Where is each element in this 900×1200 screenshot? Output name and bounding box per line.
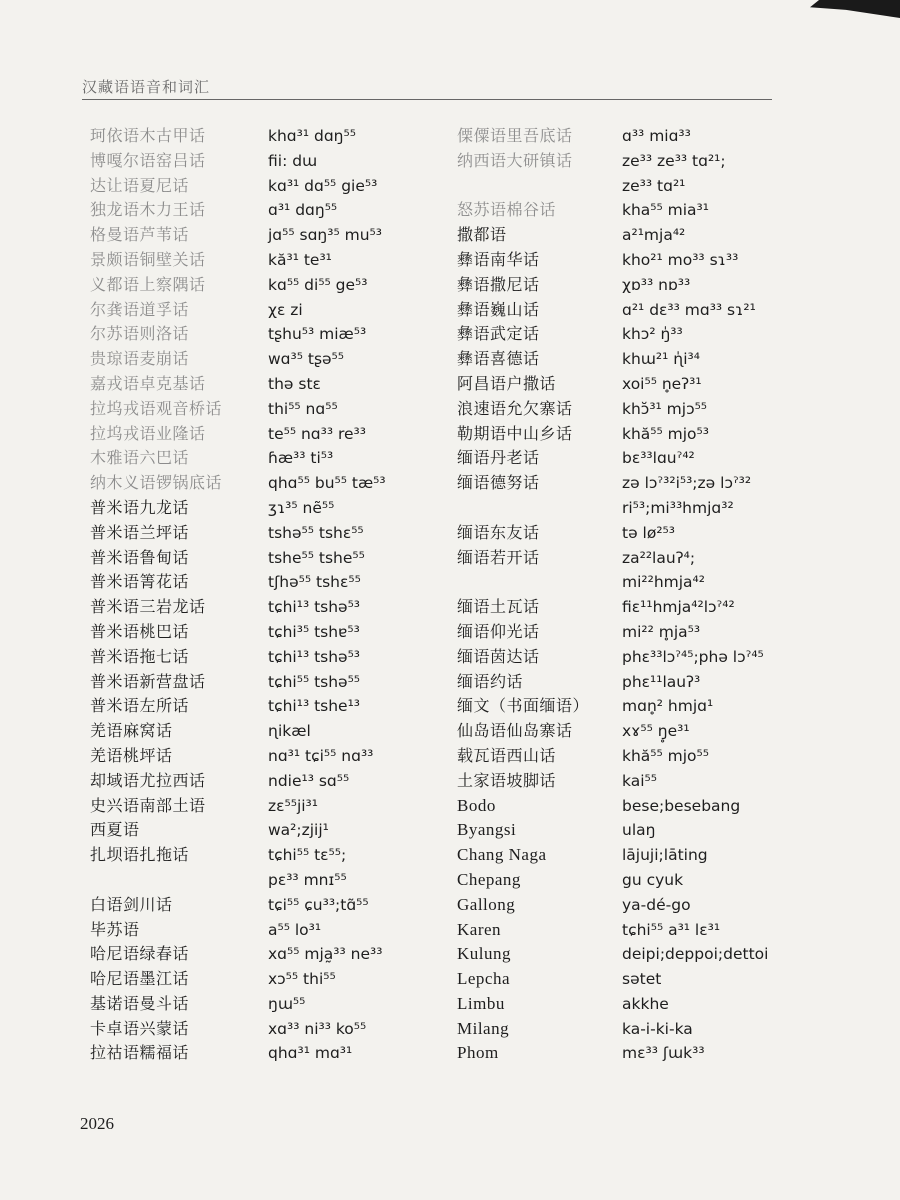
word-form: a²¹mja⁴² (622, 226, 686, 245)
entry-row (90, 893, 420, 918)
word-form: tə lø²⁵³ (622, 523, 675, 542)
entry-row (457, 570, 802, 595)
language-name: 缅语丹老话 (457, 448, 540, 468)
language-name: 却域语尤拉西话 (90, 770, 206, 790)
language-name: 西夏语 (90, 820, 140, 840)
entry-row (90, 868, 420, 893)
entry-row (90, 818, 420, 843)
language-name: 达让语夏尼话 (90, 175, 190, 195)
word-form: ze³³ tɑ²¹ (622, 176, 686, 195)
language-name: 卡卓语兴蒙话 (90, 1018, 190, 1038)
word-form: kɑ³¹ dɑ⁵⁵ gie⁵³ (268, 176, 378, 195)
language-name: 羌语麻窝话 (90, 721, 173, 741)
language-name: 普米语左所话 (90, 696, 190, 716)
entry-row (90, 397, 420, 422)
entry-row (457, 397, 802, 422)
language-name: 尔苏语则洛话 (90, 324, 190, 344)
entry-row (457, 546, 802, 571)
language-name: 怒苏语棉谷话 (457, 200, 557, 220)
entry-row (457, 744, 802, 769)
language-name: 彝语南华话 (457, 249, 540, 269)
word-form: χɛ zi (268, 300, 303, 319)
language-name: 义都语上察隅话 (90, 274, 206, 294)
word-form: tɕhi¹³ tshe¹³ (268, 697, 361, 716)
entry-row (90, 446, 420, 471)
language-name: 哈尼语绿春话 (90, 944, 190, 964)
language-name: 扎坝语扎拖话 (90, 845, 190, 865)
language-name: 阿昌语户撒话 (457, 373, 557, 393)
word-form: gu cyuk (622, 870, 684, 889)
word-form: ze³³ ze³³ tɑ²¹; (622, 151, 726, 170)
language-name: 木雅语六巴话 (90, 448, 190, 468)
entry-row (457, 372, 802, 397)
word-form: tɕhi⁵⁵ a³¹ lɛ³¹ (622, 920, 721, 939)
entry-row (457, 521, 802, 546)
entry-row (457, 918, 802, 943)
word-form: jɑ⁵⁵ sɑŋ³⁵ mu⁵³ (268, 226, 382, 245)
right-column (457, 124, 802, 1066)
word-form: ʒɿ³⁵ nẽ⁵⁵ (268, 498, 335, 517)
language-name: 土家语坡脚话 (457, 770, 557, 790)
entry-row (90, 645, 420, 670)
entry-row (90, 918, 420, 943)
entry-row (90, 298, 420, 323)
language-name: Milang (457, 1018, 510, 1038)
entry-row (90, 1041, 420, 1066)
word-form: a⁵⁵ lo³¹ (268, 920, 322, 939)
entry-row (90, 595, 420, 620)
entry-row (457, 1041, 802, 1066)
language-name: Phom (457, 1043, 499, 1063)
word-form: fii: dɯ (268, 151, 318, 170)
word-form: khă⁵⁵ mjo⁵⁵ (622, 746, 709, 765)
entry-row (90, 124, 420, 149)
entry-row (90, 471, 420, 496)
word-form: tshə⁵⁵ tshɛ⁵⁵ (268, 523, 364, 542)
header-rule (82, 99, 772, 100)
language-name: 普米语新营盘话 (90, 671, 206, 691)
entry-row (90, 496, 420, 521)
word-form: tɕhi³⁵ tshɐ⁵³ (268, 622, 360, 641)
entry-row (457, 769, 802, 794)
language-name: 缅语土瓦话 (457, 597, 540, 617)
entry-row (457, 620, 802, 645)
page-number: 2026 (80, 1114, 114, 1133)
word-form: thi⁵⁵ nɑ⁵⁵ (268, 399, 338, 418)
word-form: kho²¹ mo³³ sɿ³³ (622, 250, 739, 269)
word-form: nɑ³¹ tɕi⁵⁵ nɑ³³ (268, 746, 374, 765)
language-name: 载瓦语西山话 (457, 745, 557, 765)
left-column (90, 124, 420, 1066)
word-form: tɕhi¹³ tshə⁵³ (268, 598, 361, 617)
entry-row (90, 620, 420, 645)
word-form: tɕhi⁵⁵ tshə⁵⁵ (268, 672, 361, 691)
language-name: 浪速语允欠寨话 (457, 398, 573, 418)
entry-row (457, 422, 802, 447)
language-name: 缅语东友话 (457, 522, 540, 542)
word-form: xɔ⁵⁵ thi⁵⁵ (268, 970, 336, 989)
entry-row (457, 471, 802, 496)
language-name: 普米语兰坪话 (90, 522, 190, 542)
word-form: za²²lauʔ⁴; (622, 548, 696, 567)
language-name: 基诺语曼斗话 (90, 993, 190, 1013)
entry-row (90, 174, 420, 199)
language-name: 贵琼语麦崩话 (90, 349, 190, 369)
word-form: qhɑ⁵⁵ bu⁵⁵ tæ⁵³ (268, 474, 386, 493)
entry-row (90, 248, 420, 273)
entry-row (457, 818, 802, 843)
language-name: 尔龚语道孚话 (90, 299, 190, 319)
entry-row (457, 298, 802, 323)
language-name: Bodo (457, 795, 496, 815)
language-name: 白语剑川话 (90, 894, 173, 914)
entry-row (457, 149, 802, 174)
word-form: khɔ² ŋ̍³³ (622, 325, 683, 344)
language-name: Kulung (457, 944, 511, 964)
word-form: tʂhu⁵³ miæ⁵³ (268, 325, 367, 344)
word-form: akkhe (622, 994, 669, 1013)
word-form: mɛ³³ ʃɯk³³ (622, 1044, 705, 1063)
language-name: 普米语九龙话 (90, 497, 190, 517)
language-name: 普米语三岩龙话 (90, 597, 206, 617)
word-form: kha⁵⁵ mia³¹ (622, 201, 709, 220)
entry-row (457, 645, 802, 670)
entry-row (457, 719, 802, 744)
language-name: 缅语若开话 (457, 547, 540, 567)
word-form: zɛ⁵⁵ji³¹ (268, 796, 318, 815)
entry-row (90, 942, 420, 967)
entry-row (457, 198, 802, 223)
word-form: ri⁵³;mi³³hmjɑ³² (622, 498, 734, 517)
language-name: 拉祜语糯福话 (90, 1043, 190, 1063)
page-corner-mark (810, 0, 900, 18)
language-name: 拉坞戎语观音桥话 (90, 398, 223, 418)
entry-row (90, 372, 420, 397)
word-form: χɒ³³ nɒ³³ (622, 275, 691, 294)
entry-row (457, 694, 802, 719)
entry-row (90, 546, 420, 571)
language-name: 普米语拖七话 (90, 646, 190, 666)
word-form: bɛ³³lɑuˀ⁴² (622, 449, 695, 468)
entry-row (90, 769, 420, 794)
word-form: thə stɛ (268, 374, 321, 393)
language-name: 纳西语大研镇话 (457, 150, 573, 170)
word-form: te⁵⁵ nɑ³³ re³³ (268, 424, 366, 443)
entry-row (457, 273, 802, 298)
entry-row (90, 521, 420, 546)
entry-row (90, 794, 420, 819)
word-form: ka-i-ki-ka (622, 1019, 693, 1038)
entry-row (457, 893, 802, 918)
language-name: 彝语武定话 (457, 324, 540, 344)
entry-row (90, 967, 420, 992)
language-name: 彝语巍山话 (457, 299, 540, 319)
entry-row (90, 843, 420, 868)
entry-row (90, 198, 420, 223)
word-form: deipi;deppoi;dettoi (622, 945, 769, 964)
language-name: 格曼语芦苇话 (90, 225, 190, 245)
entry-row (90, 1017, 420, 1042)
language-name: Karen (457, 919, 502, 939)
word-form: ɳikæl (268, 722, 311, 741)
entry-row (457, 942, 802, 967)
entry-row (90, 223, 420, 248)
word-form: fiɛ¹¹hmja⁴²lɔˀ⁴² (622, 598, 735, 617)
word-form: lājuji;lāting (622, 846, 708, 865)
language-name: 缅语茵达话 (457, 646, 540, 666)
entry-row (457, 794, 802, 819)
entry-row (90, 670, 420, 695)
word-form: phɛ¹¹lauʔ³ (622, 672, 701, 691)
language-name: Lepcha (457, 969, 511, 989)
entry-row (457, 347, 802, 372)
language-name: 独龙语木力王话 (90, 200, 206, 220)
word-form: wa²;zjij¹ (268, 821, 329, 840)
language-name: 纳木义语锣锅底话 (90, 473, 223, 493)
word-form: mi²²hmja⁴² (622, 573, 705, 592)
word-form: xoi⁵⁵ n̥eʔ³¹ (622, 374, 702, 393)
language-name: Chepang (457, 869, 521, 889)
language-name: 缅语仰光话 (457, 621, 540, 641)
language-name: 普米语箐花话 (90, 572, 190, 592)
word-form: khɑ³¹ dɑŋ⁵⁵ (268, 127, 356, 145)
entry-row (457, 124, 802, 149)
entry-row (90, 149, 420, 174)
word-form: ulaŋ (622, 821, 656, 840)
entry-row (90, 570, 420, 595)
entry-row (457, 595, 802, 620)
entry-row (457, 223, 802, 248)
word-form: khɯ²¹ ɳ̍i³⁴ (622, 350, 700, 369)
entry-row (457, 446, 802, 471)
language-name: Byangsi (457, 820, 517, 840)
language-name: 毕苏语 (90, 919, 140, 939)
language-name: 彝语撒尼话 (457, 274, 540, 294)
word-form: kai⁵⁵ (622, 771, 657, 790)
word-form: bese;besebang (622, 796, 741, 815)
entry-row (457, 174, 802, 199)
entry-row (457, 1017, 802, 1042)
language-name: 拉坞戎语业隆话 (90, 423, 206, 443)
word-form: wɑ³⁵ tʂə⁵⁵ (268, 350, 344, 369)
language-name: 缅语德努话 (457, 473, 540, 493)
language-name: 彝语喜德话 (457, 349, 540, 369)
entry-row (90, 694, 420, 719)
language-name: Gallong (457, 894, 516, 914)
language-name: 勒期语中山乡话 (457, 423, 573, 443)
word-form: ya-dé-go (622, 895, 691, 914)
word-form: pɛ³³ mnɪ⁵⁵ (268, 870, 347, 889)
word-form: mɑn̥² hmjɑ¹ (622, 697, 714, 716)
word-form: khă⁵⁵ mjo⁵³ (622, 424, 709, 443)
word-form: xɑ³³ ni³³ ko⁵⁵ (268, 1019, 367, 1038)
word-form: qhɑ³¹ mɑ³¹ (268, 1044, 353, 1063)
entry-row (90, 273, 420, 298)
language-name: 普米语鲁甸话 (90, 547, 190, 567)
word-form: tʃhə⁵⁵ tshɛ⁵⁵ (268, 573, 361, 592)
entry-row (457, 322, 802, 347)
word-form: ndie¹³ sɑ⁵⁵ (268, 771, 350, 790)
running-header: 汉藏语语音和词汇 (82, 78, 211, 96)
word-form: xɤ⁵⁵ ŋ̥e³¹ (622, 722, 690, 741)
entry-row (90, 744, 420, 769)
language-name: 傈僳语里吾底话 (457, 126, 573, 145)
entry-row (90, 719, 420, 744)
language-name: 珂依语木古甲话 (90, 126, 206, 145)
language-name: 哈尼语墨江话 (90, 969, 190, 989)
entry-row (90, 347, 420, 372)
word-form: sətet (622, 970, 662, 989)
language-name: 仙岛语仙岛寨话 (457, 721, 573, 741)
word-form: kă³¹ te³¹ (268, 250, 332, 269)
word-form: tɕi⁵⁵ ɕu³³;tɑ̃⁵⁵ (268, 895, 369, 914)
language-name: Limbu (457, 993, 505, 1013)
entry-row (90, 422, 420, 447)
language-name: 博嘎尔语窑吕话 (90, 150, 206, 170)
word-form: zə lɔˀ³²i⁵³;zə lɔˀ³² (622, 474, 752, 493)
word-form: ɑ²¹ dɛ³³ mɑ³³ sɿ²¹ (622, 300, 756, 319)
entry-row (457, 496, 802, 521)
word-form: phɛ³³lɔˀ⁴⁵;phə lɔˀ⁴⁵ (622, 647, 764, 666)
word-form: ɑ³³ miɑ³³ (622, 127, 691, 145)
entry-row (90, 992, 420, 1017)
entry-row (457, 992, 802, 1017)
language-name: 史兴语南部土语 (90, 795, 206, 815)
language-name: 羌语桃坪话 (90, 745, 173, 765)
language-name: 缅文（书面缅语） (457, 696, 590, 716)
entry-row (90, 322, 420, 347)
word-form: kɑ⁵⁵ di⁵⁵ ge⁵³ (268, 275, 368, 294)
word-form: tɕhi⁵⁵ tɛ⁵⁵; (268, 846, 347, 865)
word-form: ɦæ³³ ti⁵³ (268, 449, 334, 468)
word-form: ɑ³¹ dɑŋ⁵⁵ (268, 201, 338, 220)
word-form: tshe⁵⁵ tshe⁵⁵ (268, 548, 365, 567)
entry-row (457, 670, 802, 695)
word-form: xɑ⁵⁵ mja̰³³ ne³³ (268, 945, 383, 964)
language-name: 普米语桃巴话 (90, 621, 190, 641)
entry-row (457, 248, 802, 273)
word-form: mi²² m̥ja⁵³ (622, 622, 701, 641)
entry-row (457, 967, 802, 992)
language-name: 撒都语 (457, 225, 507, 245)
entry-row (457, 868, 802, 893)
language-name: Chang Naga (457, 845, 547, 865)
word-form: tɕhi¹³ tshə⁵³ (268, 647, 361, 666)
language-name: 嘉戎语卓克基话 (90, 373, 206, 393)
word-form: khɔ̆³¹ mjɔ⁵⁵ (622, 399, 708, 418)
entry-row (457, 843, 802, 868)
language-name: 景颇语铜壁关话 (90, 249, 206, 269)
word-form: ŋɯ⁵⁵ (268, 994, 306, 1013)
language-name: 缅语约话 (457, 671, 524, 691)
